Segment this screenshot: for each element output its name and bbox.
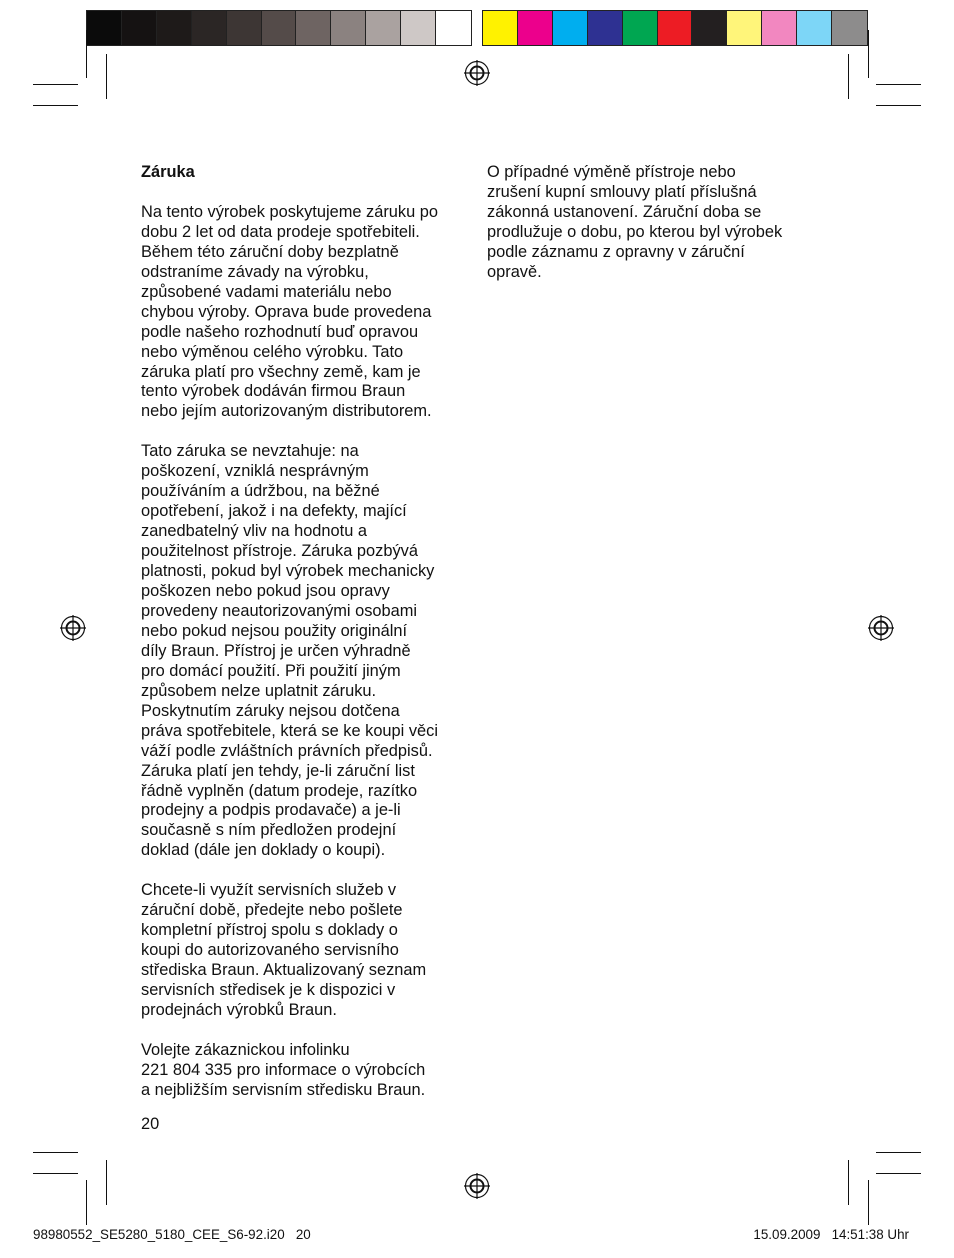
service-paragraph: Chcete-li využít servisních služeb v záruční době, předejte nebo pošlete kompletní přístroj spolu s doklady o koupi do autorizovaného servisního střediska Braun. Aktualizovaný seznam servisních středisek je k dispozici v prodejnách výrobků Braun. [141, 881, 427, 1019]
crop-mark [876, 1152, 921, 1153]
warranty-paragraph: Na tento výrobek poskytujeme záruku po dobu 2 let od data prodeje spotřebiteli. Během této záruční doby bezplatně odstraníme závady na výrobku, způsobené vadami materiálu nebo chybou výroby. Oprava bude provedena podle našeho rozhodnutí buď opravou nebo výměnou celého výrobku. Tato záruka platí pro všechny země, kam je tento výrobek dodáván firmou Braun nebo jejím autorizovaným distributorem. [141, 202, 439, 421]
color-swatch [727, 11, 762, 45]
registration-mark-icon [60, 615, 86, 641]
color-swatch [296, 11, 331, 45]
crop-mark [106, 54, 107, 99]
crop-mark [848, 54, 849, 99]
color-swatch [797, 11, 832, 45]
color-swatch [436, 11, 471, 45]
process-color-bar [482, 10, 868, 46]
color-swatch [262, 11, 297, 45]
crop-mark [33, 1152, 78, 1153]
section-heading: Záruka [141, 163, 195, 181]
color-swatch [623, 11, 658, 45]
color-swatch [692, 11, 727, 45]
hotline-paragraph: Volejte zákaznickou infolinku 221 804 335 pro informace o výrobcích a nejbližším servisním středisku Braun. [141, 1040, 426, 1099]
exclusions-paragraph: Tato záruka se nevztahuje: na poškození, vzniklá nesprávným používáním a údržbou, na běžné opotřebení, jakož i na defekty, mající zanedbatelný vliv na hodnotu a použitelnost přístroje. Záruka pozbývá platnosti, pokud byl výrobek mechanicky poškozen nebo pokud jsou opravy provedeny neautorizovanými osobami nebo pokud nejsou použity originální díly Braun. Přístroj je určen výhradně pro domácí použití. Při použití jiným způsobem nelze uplatnit záruku. Poskytnutím záruky nejsou dotčena práva spotřebitele, která se ke koupi věci váží podle zvláštních právních předpisů. Záruka platí jen tehdy, je-li záruční list řádně vyplněn (datum prodeje, razítko prodejny a podpis prodavače) a je-li současně s ním předložen prodejní doklad (dále jen doklady o koupi). [141, 442, 439, 860]
color-swatch [157, 11, 192, 45]
color-swatch [553, 11, 588, 45]
grayscale-color-bar [86, 10, 472, 46]
color-swatch [658, 11, 693, 45]
color-swatch [122, 11, 157, 45]
crop-mark [868, 1180, 869, 1225]
registration-mark-icon [464, 60, 490, 86]
color-swatch [331, 11, 366, 45]
crop-mark [876, 84, 921, 85]
right-text-column [487, 163, 822, 283]
left-text-column [141, 163, 471, 1101]
registration-mark-icon [464, 1173, 490, 1199]
crop-mark [106, 1160, 107, 1205]
page-number: 20 [141, 1115, 160, 1133]
color-swatch [483, 11, 518, 45]
color-swatch [87, 11, 122, 45]
crop-mark [86, 30, 87, 78]
color-swatch [366, 11, 401, 45]
crop-mark [33, 1173, 78, 1174]
slug-file-info: 98980552_SE5280_5180_CEE_S6-92.i20 20 [33, 1227, 311, 1242]
crop-mark [876, 105, 921, 106]
replacement-paragraph: O případné výměně přístroje nebo zrušení kupní smlouvy platí příslušná zákonná ustanovení. Záruční doba se prodlužuje o dobu, po kterou byl výrobek podle záznamu z opravny v záruční opravě. [487, 163, 783, 281]
color-swatch [762, 11, 797, 45]
crop-mark [876, 1173, 921, 1174]
registration-mark-icon [868, 615, 894, 641]
color-swatch [588, 11, 623, 45]
color-swatch [832, 11, 867, 45]
crop-mark [848, 1160, 849, 1205]
crop-mark [33, 105, 78, 106]
color-swatch [401, 11, 436, 45]
color-swatch [518, 11, 553, 45]
crop-mark [868, 30, 869, 78]
color-swatch [227, 11, 262, 45]
crop-mark [33, 84, 78, 85]
crop-mark [86, 1180, 87, 1225]
slug-timestamp: 15.09.2009 14:51:38 Uhr [753, 1227, 909, 1242]
color-swatch [192, 11, 227, 45]
